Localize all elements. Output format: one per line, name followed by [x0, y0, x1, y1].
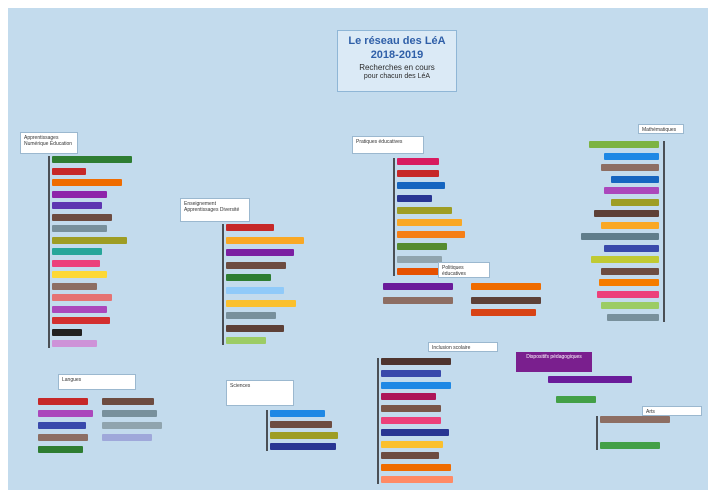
topic-node[interactable]	[397, 195, 432, 202]
group-heading[interactable]: Apprentissages Numérique Éducation	[20, 132, 78, 154]
group-heading[interactable]: Arts	[642, 406, 702, 416]
topic-node[interactable]	[52, 191, 107, 198]
topic-node[interactable]	[556, 396, 596, 403]
topic-node[interactable]	[397, 256, 442, 263]
group-heading[interactable]: Mathématiques	[638, 124, 684, 134]
topic-node[interactable]	[270, 432, 338, 439]
topic-node[interactable]	[102, 398, 154, 405]
group-heading[interactable]: Sciences	[226, 380, 294, 406]
topic-node[interactable]	[397, 207, 452, 214]
topic-node[interactable]	[471, 297, 541, 304]
topic-node[interactable]	[397, 170, 439, 177]
topic-node[interactable]	[52, 283, 97, 290]
topic-node[interactable]	[52, 340, 97, 347]
topic-node[interactable]	[226, 262, 286, 269]
topic-node[interactable]	[601, 302, 659, 309]
group-heading[interactable]: Enseignement Apprentissages Diversité	[180, 198, 250, 222]
group-heading[interactable]: Inclusion scolaire	[428, 342, 498, 352]
group-heading[interactable]: Pratiques éducatives	[352, 136, 424, 154]
group-spine	[266, 410, 268, 451]
topic-node[interactable]	[102, 434, 152, 441]
topic-node[interactable]	[52, 225, 107, 232]
topic-node[interactable]	[102, 410, 157, 417]
topic-node[interactable]	[589, 141, 659, 148]
topic-node[interactable]	[604, 187, 659, 194]
title-line-2: 2018-2019	[370, 48, 424, 61]
mind-map-canvas	[8, 8, 708, 490]
group-spine	[222, 224, 224, 345]
group-heading[interactable]: Politiques éducatives	[438, 262, 490, 278]
title-box	[337, 30, 457, 92]
topic-node[interactable]	[600, 442, 660, 449]
topic-node[interactable]	[601, 268, 659, 275]
topic-node[interactable]	[600, 416, 670, 423]
title-line-1: Le réseau des LéA	[348, 35, 446, 47]
group-spine	[377, 358, 379, 484]
topic-node[interactable]	[226, 224, 274, 231]
special-node-label: Dispositifs pédagogiques	[526, 354, 582, 360]
topic-node[interactable]	[38, 422, 86, 429]
topic-node[interactable]	[381, 441, 443, 448]
topic-node[interactable]	[52, 317, 110, 324]
topic-node[interactable]	[381, 358, 451, 365]
special-node[interactable]	[516, 352, 592, 372]
topic-node[interactable]	[548, 376, 632, 383]
topic-node[interactable]	[226, 325, 284, 332]
topic-node[interactable]	[381, 382, 451, 389]
topic-node[interactable]	[270, 443, 336, 450]
topic-node[interactable]	[471, 283, 541, 290]
topic-node[interactable]	[270, 410, 325, 417]
topic-node[interactable]	[52, 202, 102, 209]
topic-node[interactable]	[597, 291, 659, 298]
topic-node[interactable]	[52, 260, 100, 267]
topic-node[interactable]	[226, 312, 276, 319]
topic-node[interactable]	[471, 309, 536, 316]
topic-node[interactable]	[604, 153, 659, 160]
topic-node[interactable]	[604, 245, 659, 252]
topic-node[interactable]	[381, 417, 441, 424]
topic-node[interactable]	[599, 279, 659, 286]
topic-node[interactable]	[383, 283, 453, 290]
title-line-4: pour chacun des LéA	[363, 72, 431, 80]
topic-node[interactable]	[397, 182, 445, 189]
topic-node[interactable]	[102, 422, 162, 429]
group-spine	[393, 158, 395, 276]
topic-node[interactable]	[381, 370, 441, 377]
topic-node[interactable]	[52, 179, 122, 186]
topic-node[interactable]	[226, 249, 294, 256]
topic-node[interactable]	[383, 297, 453, 304]
topic-node[interactable]	[381, 393, 436, 400]
group-spine	[596, 416, 598, 450]
topic-node[interactable]	[594, 210, 659, 217]
group-heading[interactable]: Langues	[58, 374, 136, 390]
topic-node[interactable]	[38, 398, 88, 405]
topic-node[interactable]	[581, 233, 659, 240]
topic-node[interactable]	[38, 434, 88, 441]
topic-node[interactable]	[52, 271, 107, 278]
topic-node[interactable]	[52, 306, 107, 313]
group-spine	[663, 141, 665, 322]
topic-node[interactable]	[226, 337, 266, 344]
topic-node[interactable]	[591, 256, 659, 263]
topic-node[interactable]	[381, 405, 441, 412]
topic-node[interactable]	[52, 248, 102, 255]
topic-node[interactable]	[601, 222, 659, 229]
topic-node[interactable]	[226, 237, 304, 244]
topic-node[interactable]	[226, 274, 271, 281]
topic-node[interactable]	[381, 429, 449, 436]
topic-node[interactable]	[52, 329, 82, 336]
title-line-3: Recherches en cours	[359, 62, 435, 72]
topic-node[interactable]	[397, 219, 462, 226]
topic-node[interactable]	[607, 314, 659, 321]
topic-node[interactable]	[397, 158, 439, 165]
topic-node[interactable]	[611, 176, 659, 183]
topic-node[interactable]	[226, 300, 296, 307]
topic-node[interactable]	[226, 287, 284, 294]
group-spine	[48, 156, 50, 348]
topic-node[interactable]	[601, 164, 659, 171]
topic-node[interactable]	[381, 464, 451, 471]
topic-node[interactable]	[52, 214, 112, 221]
topic-node[interactable]	[381, 452, 439, 459]
topic-node[interactable]	[38, 446, 83, 453]
topic-node[interactable]	[611, 199, 659, 206]
topic-node[interactable]	[52, 294, 112, 301]
topic-node[interactable]	[52, 156, 132, 163]
topic-node[interactable]	[397, 243, 447, 250]
topic-node[interactable]	[52, 168, 86, 175]
topic-node[interactable]	[381, 476, 453, 483]
topic-node[interactable]	[38, 410, 93, 417]
topic-node[interactable]	[270, 421, 332, 428]
topic-node[interactable]	[52, 237, 127, 244]
topic-node[interactable]	[397, 268, 442, 275]
topic-node[interactable]	[397, 231, 465, 238]
